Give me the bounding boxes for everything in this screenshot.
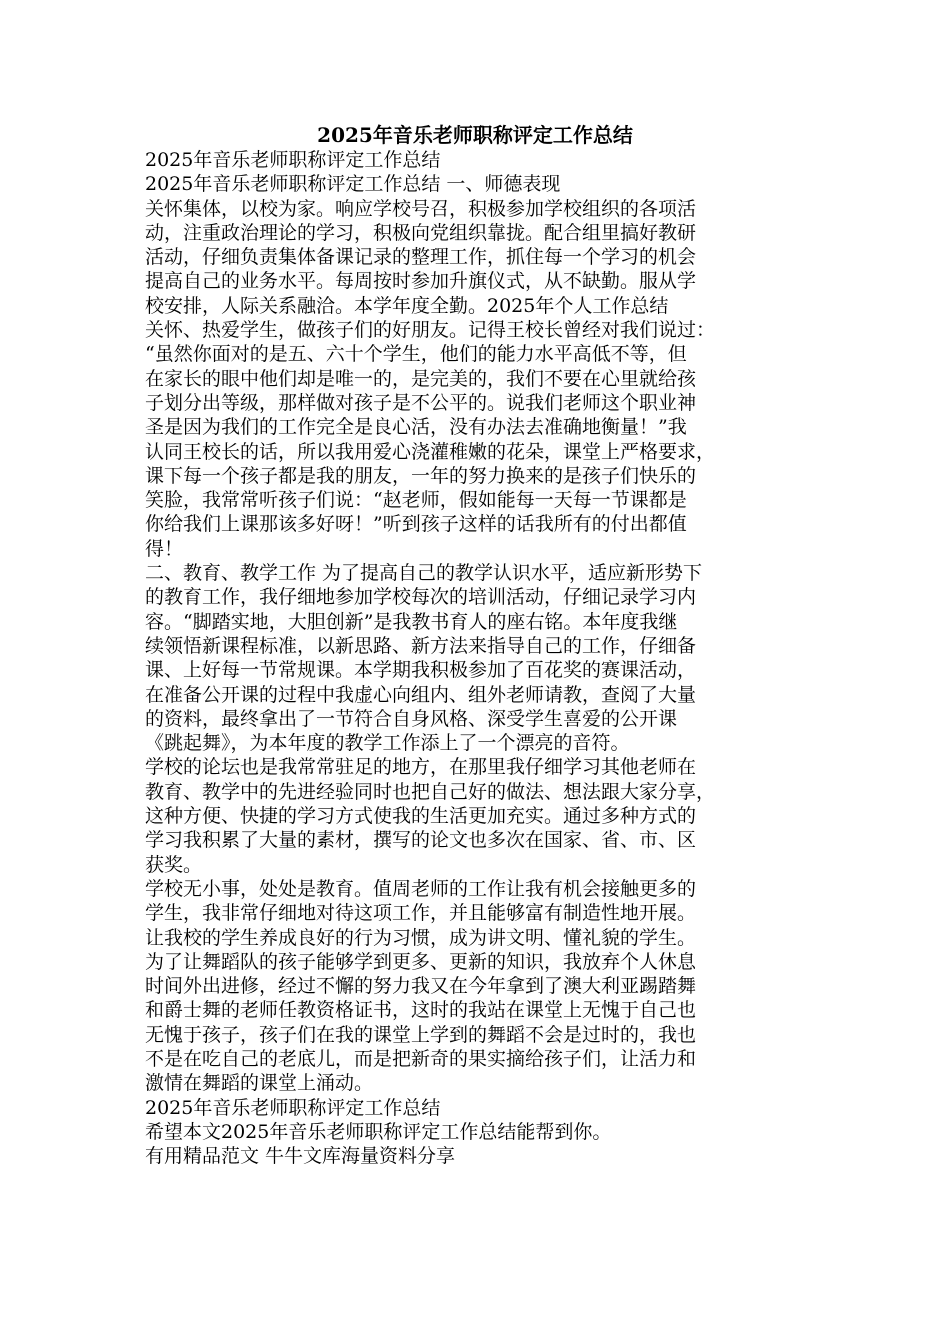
text-line: 子划分出等级，那样做对孩子是不公平的。说我们老师这个职业神 [145,391,697,414]
document-title: 2025年音乐老师职称评定工作总结 [317,123,633,147]
document-body [145,148,810,1168]
text-line: 关怀、热爱学生，做孩子们的好朋友。记得王校长曾经对我们说过： [145,319,716,342]
text-line: 有用精品范文 牛牛文库海量资料分享 [145,1145,456,1168]
text-line: 容。“脚踏实地，大胆创新”是我教书育人的座右铭。本年度我继 [145,610,678,633]
text-line: 提高自己的业务水平。每周按时参加升旗仪式，从不缺勤。服从学 [145,270,697,293]
text-line: 课下每一个孩子都是我的朋友，一年的努力换来的是孩子们快乐的 [145,464,697,487]
text-line: 二、教育、教学工作 为了提高自己的教学认识水平，适应新形势下 [145,562,703,585]
text-line: 2025年音乐老师职称评定工作总结 一、师德表现 [145,173,561,196]
text-line: 的教育工作，我仔细地参加学校每次的培训活动，仔细记录学习内 [145,586,697,609]
text-line: 教育、教学中的先进经验同时也把自己好的做法、想法跟大家分享， [145,780,716,803]
text-line: 激情在舞蹈的课堂上涌动。 [145,1072,374,1095]
text-line: 你给我们上课那该多好呀！”听到孩子这样的话我所有的付出都值 [145,513,687,536]
text-line: 关怀集体，以校为家。响应学校号召，积极参加学校组织的各项活 [145,197,697,220]
text-line: 在准备公开课的过程中我虚心向组内、组外老师请教，查阅了大量 [145,683,697,706]
text-line: 和爵士舞的老师任教资格证书，这时的我站在课堂上无愧于自己也 [145,999,697,1022]
text-line: 这种方便、快捷的学习方式使我的生活更加充实。通过多种方式的 [145,805,697,828]
text-line: 时间外出进修，经过不懈的努力我又在今年拿到了澳大利亚踢踏舞 [145,975,697,998]
text-line: “虽然你面对的是五、六十个学生，他们的能力水平高低不等，但 [145,343,687,366]
text-line: 课、上好每一节常规课。本学期我积极参加了百花奖的赛课活动， [145,659,697,682]
text-line: 希望本文2025年音乐老师职称评定工作总结能帮到你。 [145,1120,612,1143]
text-line: 为了让舞蹈队的孩子能够学到更多、更新的知识，我放弃个人休息 [145,950,697,973]
text-line: 学习我积累了大量的素材，撰写的论文也多次在国家、省、市、区 [145,829,697,852]
text-line: 让我校的学生养成良好的行为习惯，成为讲文明、懂礼貌的学生。 [145,926,697,949]
text-line: 2025年音乐老师职称评定工作总结 [145,1096,441,1119]
text-line: 在家长的眼中他们却是唯一的，是完美的，我们不要在心里就给孩 [145,367,697,390]
text-line: 活动，仔细负责集体备课记录的整理工作，抓住每一个学习的机会 [145,246,697,269]
text-line: 学校无小事，处处是教育。值周老师的工作让我有机会接触更多的 [145,877,697,900]
text-line: 2025年音乐老师职称评定工作总结 [145,149,441,171]
text-line: 《跳起舞》，为本年度的教学工作添上了一个漂亮的音符。 [145,732,630,755]
text-line: 获奖。 [145,853,203,876]
text-line: 动，注重政治理论的学习，积极向党组织靠拢。配合组里搞好教研 [145,221,697,244]
text-line: 学生，我非常仔细地对待这项工作，并且能够富有制造性地开展。 [145,902,697,925]
text-line: 校安排，人际关系融洽。本学年度全勤。2025年个人工作总结 [145,294,669,317]
text-line: 笑脸，我常常听孩子们说：“赵老师，假如能每一天每一节课都是 [145,489,687,512]
text-line: 认同王校长的话，所以我用爱心浇灌稚嫩的花朵，课堂上严格要求， [145,440,716,463]
text-line: 学校的论坛也是我常常驻足的地方，在那里我仔细学习其他老师在 [145,756,697,779]
text-line: 不是在吃自己的老底儿，而是把新奇的果实摘给孩子们，让活力和 [145,1047,697,1070]
text-line: 得！ [145,537,184,560]
text-line: 续领悟新课程标准，以新思路、新方法来指导自己的工作，仔细备 [145,634,697,657]
text-line: 的资料，最终拿出了一节符合自身风格、深受学生喜爱的公开课 [145,707,678,730]
text-line: 圣是因为我们的工作完全是良心活，没有办法去准确地衡量！”我 [145,416,687,439]
text-line: 无愧于孩子，孩子们在我的课堂上学到的舞蹈不会是过时的，我也 [145,1023,697,1046]
